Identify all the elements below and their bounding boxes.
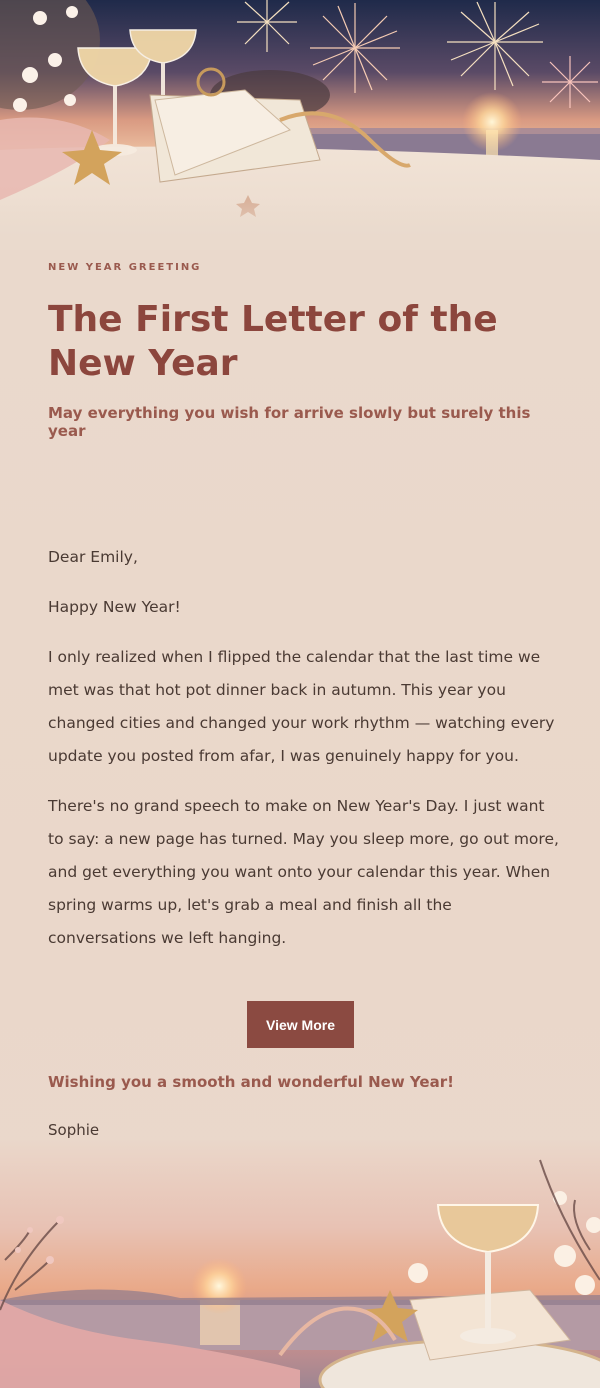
sunset-champagne-illustration <box>0 1140 600 1388</box>
eyebrow-label: NEW YEAR GREETING <box>48 262 202 273</box>
letter-body <box>48 541 563 972</box>
hero-illustration <box>0 0 600 250</box>
fireworks-champagne-illustration <box>0 0 600 250</box>
footer-illustration <box>0 1140 600 1388</box>
subtitle: May everything you wish for arrive slowly but surely this year <box>48 404 531 440</box>
closing-wish: Wishing you a smooth and wonderful New Year! <box>48 1073 454 1091</box>
signature: Sophie <box>48 1121 100 1139</box>
letter-salutation: Dear Emily, <box>48 548 138 566</box>
page-title: The First Letter of the New Year <box>48 299 498 384</box>
view-more-button[interactable]: View More <box>247 1001 354 1048</box>
letter-paragraph-2: There's no grand speech to make on New Year's Day. I just want to say: a new page has turned. May you sleep more, go out more, and get everything you want onto your calendar this year. When spring warms up, let's grab a meal and finish all the conversations we left hanging. <box>48 797 559 947</box>
letter-greeting: Happy New Year! <box>48 598 181 616</box>
letter-paragraph-1: I only realized when I flipped the calendar that the last time we met was that hot pot dinner back in autumn. This year you changed cities and changed your work rhythm — watching every update you posted from afar, I was genuinely happy for you. <box>48 648 555 765</box>
